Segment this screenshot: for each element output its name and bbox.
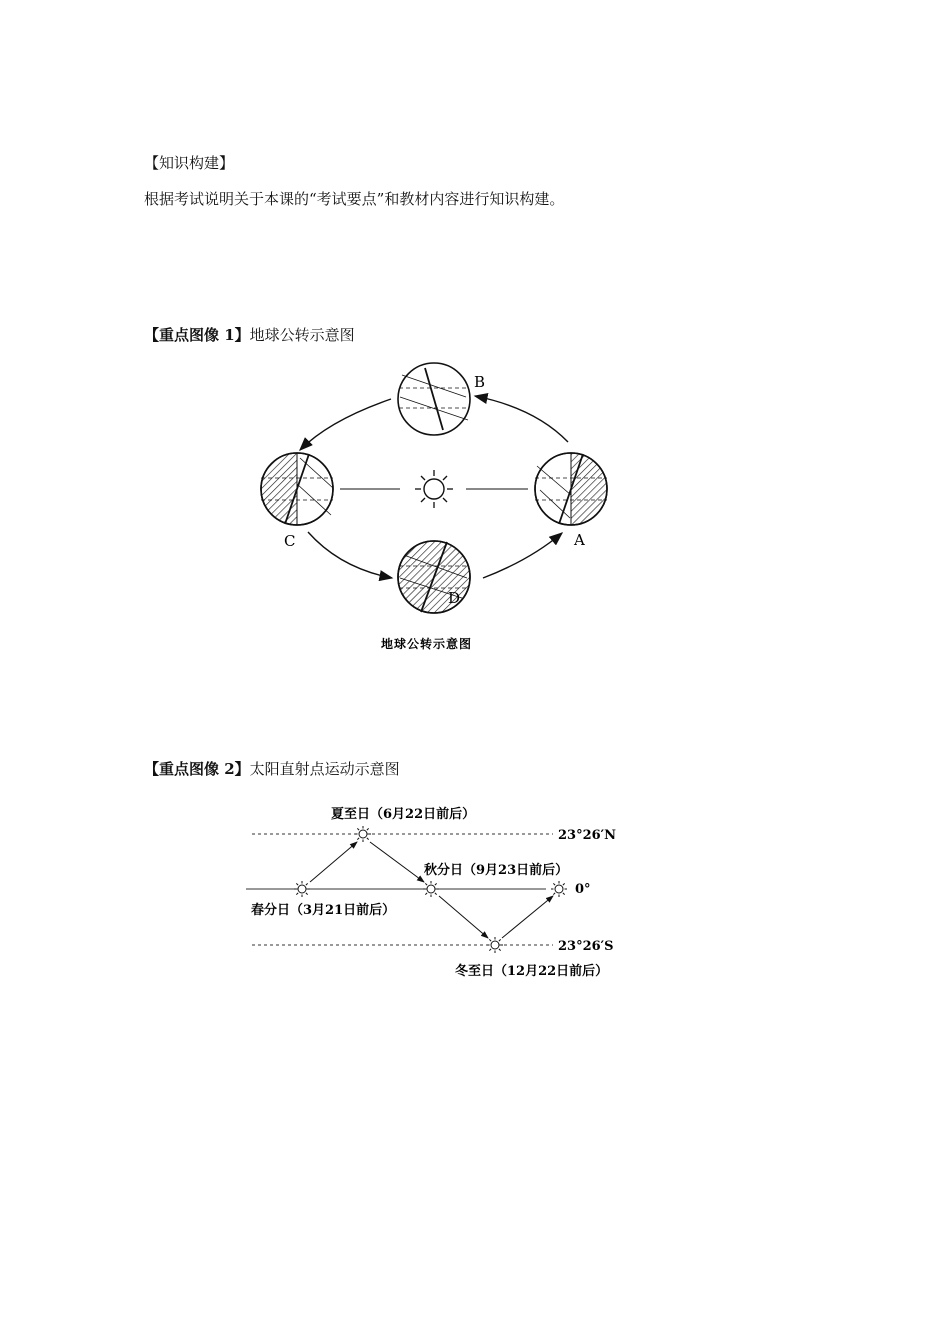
sun-icon-spring (294, 881, 310, 897)
sun-icon-summer (355, 826, 371, 842)
figure1-heading-title: 地球公转示意图 (249, 326, 355, 344)
sun-icon-autumn (423, 881, 439, 897)
sun-icon-winter (487, 937, 503, 953)
winter-solstice-label: 冬至日（12月22日前后） (455, 964, 609, 979)
spring-equinox-label: 春分日（3月21日前后） (251, 903, 396, 918)
latitude-north-label: 23°26′N (558, 828, 616, 843)
label-d: D (448, 589, 461, 607)
autumn-equinox-label: 秋分日（9月23日前后） (424, 863, 569, 878)
latitude-equator-label: 0° (575, 882, 591, 897)
label-b: B (474, 373, 486, 391)
section-heading-knowledge: 【知识构建】 (144, 154, 235, 172)
figure1-heading-label: 【重点图像 1】 (144, 326, 250, 344)
figure2-heading-title: 太阳直射点运动示意图 (249, 760, 400, 778)
latitude-south-label: 23°26′S (558, 939, 614, 954)
sun-icon-equator-end (551, 881, 567, 897)
figure1-caption: 地球公转示意图 (381, 637, 473, 651)
section-body-text: 根据考试说明关于本课的“考试要点”和教材内容进行知识构建。 (144, 190, 565, 208)
label-a: A (574, 531, 585, 549)
figure2-heading-label: 【重点图像 2】 (144, 760, 250, 778)
label-c: C (284, 532, 296, 550)
summer-solstice-label: 夏至日（6月22日前后） (331, 807, 476, 822)
